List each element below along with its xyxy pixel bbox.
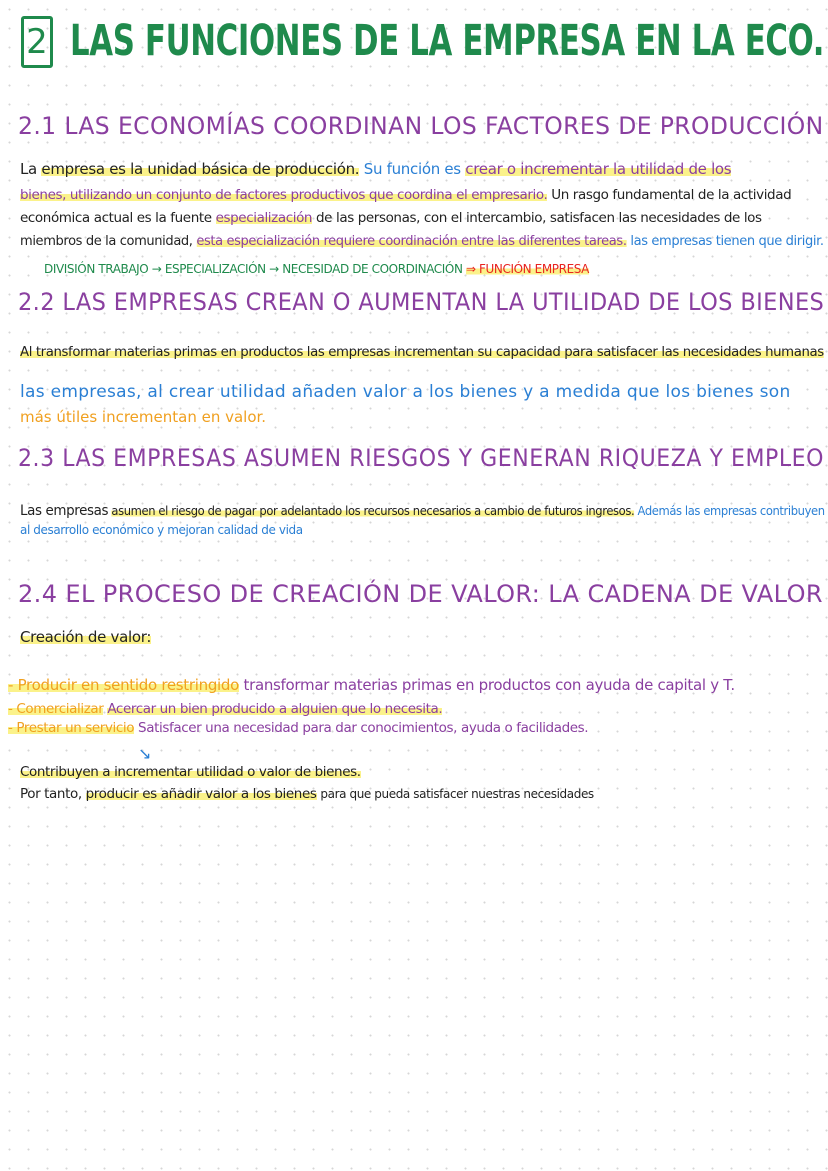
text-transformar-materias: transformar materias primas en productos con ayuda de capital y T.	[243, 676, 735, 694]
para-2-1-line-3	[20, 210, 762, 226]
text-satisfacer-necesidades: para que pueda satisfacer nuestras necesidades	[320, 787, 594, 801]
list-item-servicio	[8, 720, 588, 736]
text-contribuyen-utilidad: Contribuyen a incrementar utilidad o valor de bienes.	[20, 764, 361, 780]
text-transformar: Al transformar materias primas en productos las empresas incrementan su capacidad para satisfacer las necesidades humanas	[20, 344, 824, 360]
para-2-2-line-3: más útiles incrementan en valor.	[20, 408, 267, 426]
text-las-empresas: Las empresas	[20, 503, 109, 519]
concept-chain	[44, 262, 589, 276]
text-acercar-bien: Acercar un bien producido a alguien que lo necesita.	[107, 701, 443, 717]
section-number-box: 2	[21, 16, 53, 68]
text-creacion-valor: Creación de valor:	[20, 628, 152, 646]
text-contribuyen: Además las empresas contribuyen	[637, 504, 825, 518]
text-por-tanto: Por tanto,	[20, 786, 82, 802]
text-dirigir: las empresas tienen que dirigir.	[630, 233, 824, 249]
text-empresa-unidad: empresa es la unidad básica de producción.	[41, 160, 360, 178]
para-2-3-line-1	[20, 503, 825, 519]
label-creacion-valor	[20, 628, 151, 646]
heading-2-3: 2.3 LAS EMPRESAS ASUMEN RIESGOS Y GENERAN RIQUEZA Y EMPLEO	[18, 444, 824, 472]
chain-steps: DIVISIÓN TRABAJO → ESPECIALIZACIÓN → NECESIDAD DE COORDINACIÓN	[44, 262, 463, 276]
text-satisfacer: Satisfacer una necesidad para dar conocimientos, ayuda o facilidades.	[138, 720, 589, 736]
text-su-funcion: Su función es	[363, 160, 461, 178]
conclusion-line-2	[20, 786, 594, 802]
text-intercambio: de las personas, con el intercambio, satisfacen las necesidades de los	[316, 210, 762, 226]
text-asumen-riesgo: asumen el riesgo de pagar por adelantado los recursos necesarios a cambio de futuros ingresos.	[111, 504, 635, 518]
text-miembros: miembros de la comunidad,	[20, 233, 193, 249]
heading-2-2: 2.2 LAS EMPRESAS CREAN O AUMENTAN LA UTILIDAD DE LOS BIENES	[18, 288, 825, 316]
para-2-2-line-1	[20, 344, 824, 360]
para-2-1-line-1	[20, 160, 731, 178]
text-bienes-factores: bienes, utilizando un conjunto de factores productivos que coordina el empresario.	[20, 187, 548, 203]
text-especializacion: especialización	[215, 210, 313, 226]
text-prestar-servicio: - Prestar un servicio	[8, 720, 135, 736]
heading-2-4: 2.4 EL PROCESO DE CREACIÓN DE VALOR: LA CADENA DE VALOR	[18, 580, 823, 608]
text-rasgo-fundamental: Un rasgo fundamental de la actividad	[551, 187, 792, 203]
para-2-1-line-2	[20, 187, 791, 203]
text-crear-incrementar: crear o incrementar la utilidad de los	[465, 160, 732, 178]
text-coordinacion: esta especialización requiere coordinación entre las diferentes tareas.	[196, 233, 627, 249]
para-2-3-line-2: al desarrollo económico y mejoran calidad de vida	[20, 523, 303, 537]
list-item-comercializar	[8, 701, 442, 717]
list-item-producir	[8, 676, 735, 694]
heading-2-1: 2.1 LAS ECONOMÍAS COORDINAN LOS FACTORES DE PRODUCCIÓN	[18, 112, 824, 140]
para-2-2-line-2: las empresas, al crear utilidad añaden valor a los bienes y a medida que los bienes son	[20, 382, 791, 402]
text-producir: - Producir en sentido restringido	[8, 676, 240, 694]
page-title: LAS FUNCIONES DE LA EMPRESA EN LA ECO.	[70, 16, 825, 66]
text-la: La	[20, 160, 37, 178]
para-2-1-line-4	[20, 233, 824, 249]
conclusion-line-1	[20, 764, 361, 780]
arrow-down-icon: ↘	[138, 744, 152, 763]
text-economica-actual: económica actual es la fuente	[20, 210, 212, 226]
text-comercializar: - Comercializar	[8, 701, 104, 717]
text-producir-anadir: producir es añadir valor a los bienes	[85, 786, 317, 802]
chain-result: ⇒ FUNCIÓN EMPRESA	[465, 262, 589, 276]
